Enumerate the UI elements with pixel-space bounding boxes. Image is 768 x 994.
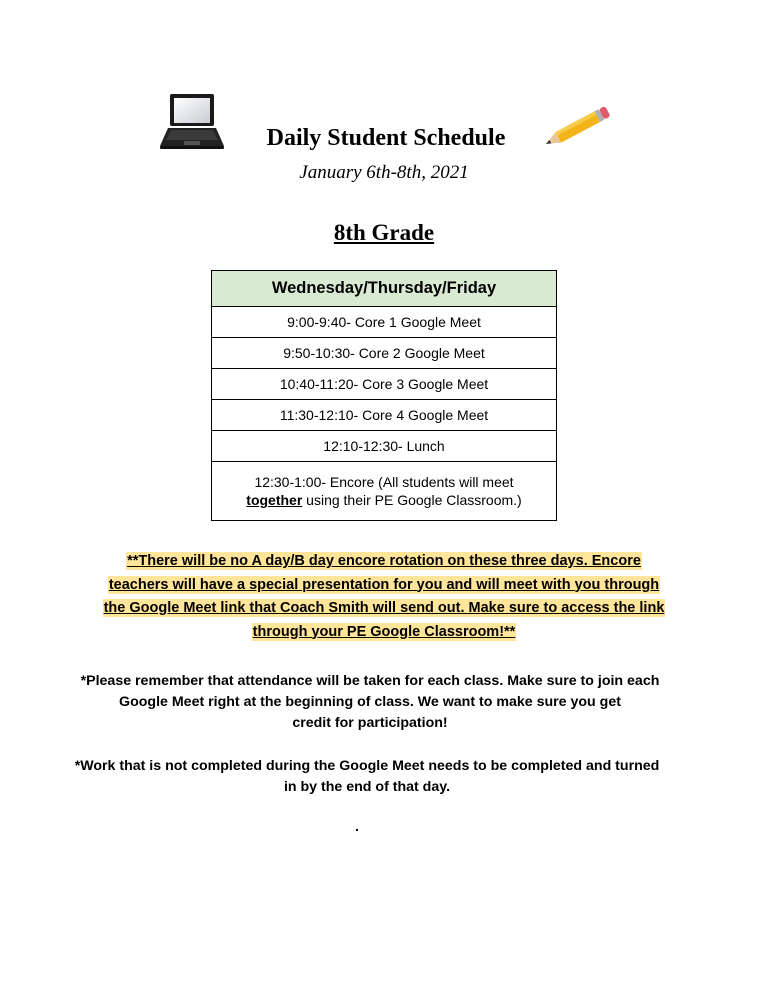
encore-emphasis: together [246, 492, 303, 508]
attendance-line: *Please remember that attendance will be taken for each class. Make sure to join each [80, 673, 660, 689]
table-row [212, 307, 557, 338]
page-title: Daily Student Schedule [266, 125, 506, 151]
days-header: Wednesday/Thursday/Friday [212, 271, 557, 307]
notice-line: **There will be no A day/B day encore rotation on these three days. Encore [127, 553, 641, 569]
encore-notice [0, 550, 768, 644]
attendance-line: credit for participation! [292, 715, 448, 731]
schedule-cell: 12:10-12:30- Lunch [212, 431, 557, 462]
table-row [212, 431, 557, 462]
attendance-line: Google Meet right at the beginning of class. We want to make sure you get [119, 694, 621, 710]
notice-line: the Google Meet link that Coach Smith will send out. Make sure to access the link [103, 600, 665, 616]
notice-line: through your PE Google Classroom!** [252, 623, 516, 640]
table-row [212, 369, 557, 400]
date-subtitle: January 6th-8th, 2021 [299, 162, 469, 183]
footer-mark: . [355, 818, 359, 834]
schedule-cell: 10:40-11:20- Core 3 Google Meet [212, 369, 557, 400]
work-note [0, 756, 734, 798]
table-row [212, 400, 557, 431]
table-row [212, 462, 557, 521]
schedule-cell: 9:50-10:30- Core 2 Google Meet [212, 338, 557, 369]
work-line: in by the end of that day. [283, 779, 451, 795]
schedule-table [211, 270, 557, 521]
grade-heading: 8th Grade [333, 220, 435, 245]
notice-line: teachers will have a special presentation for you and will meet with you through [108, 576, 660, 593]
work-line: *Work that is not completed during the Google Meet needs to be completed and turned [74, 758, 660, 774]
encore-cell [212, 462, 557, 521]
table-header-row [212, 271, 557, 307]
schedule-cell: 11:30-12:10- Core 4 Google Meet [212, 400, 557, 431]
attendance-note [0, 671, 740, 734]
encore-text-1: 12:30-1:00- Encore (All students will meet [254, 474, 514, 490]
table-row [212, 338, 557, 369]
encore-text-2: using their PE Google Classroom.) [302, 492, 522, 508]
schedule-cell: 9:00-9:40- Core 1 Google Meet [212, 307, 557, 338]
